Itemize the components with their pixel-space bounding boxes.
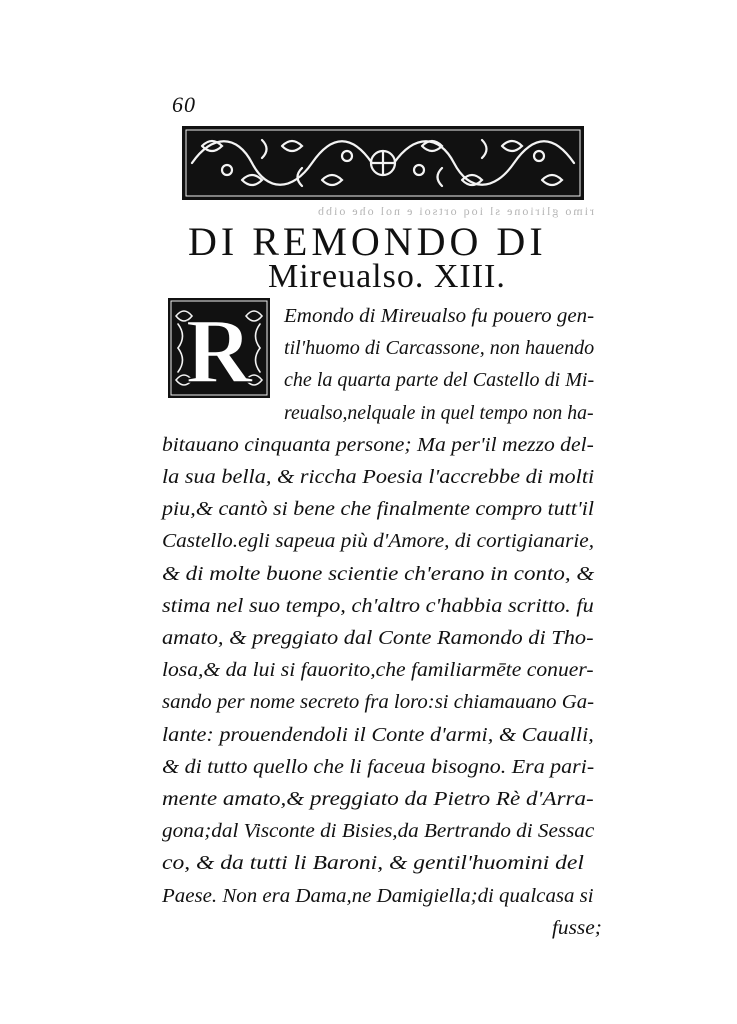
body-line: lante: prouendendoli il Conte d'armi, & Caualli, bbox=[162, 723, 594, 746]
body-line: che la quarta parte del Castello di Mi- bbox=[284, 369, 595, 392]
body-line: amato, & preggiato dal Conte Ramondo di Tho- bbox=[162, 627, 594, 649]
body-line: Castello.egli sapeua più d'Amore, di cortigianarie, bbox=[162, 530, 595, 553]
body-line: gona;dal Visconte di Bisies,da Bertrando di Sessac bbox=[162, 820, 595, 843]
body-line: piu,& cantò si bene che finalmente compro tutt'il bbox=[162, 498, 595, 521]
bleed-through-text: rimo glirione sl ioq ortsoi e nol ohe oibb bbox=[316, 204, 594, 218]
body-line: co, & da tutti li Baroni, & gentil'huomini del bbox=[162, 852, 584, 875]
chapter-heading-line2: Mireualso. XIII. bbox=[268, 258, 506, 295]
page-number: 60 bbox=[172, 92, 196, 117]
ornamental-headpiece bbox=[182, 126, 584, 200]
body-line: & di tutto quello che li faceua bisogno. Era pari- bbox=[162, 755, 595, 778]
body-line: mente amato,& preggiato da Pietro Rè d'Arra- bbox=[162, 788, 594, 810]
body-line: & di molte buone scientie ch'erano in conto, & bbox=[162, 562, 595, 585]
body-line: til'huomo di Carcassone, non hauendo bbox=[284, 337, 595, 360]
body-line: sando per nome secreto fra loro:si chiamauano Ga- bbox=[162, 691, 595, 714]
body-line: losa,& da lui si fauorito,che familiarmēte conuer- bbox=[162, 659, 594, 682]
body-line: fusse; bbox=[552, 916, 602, 939]
body-line: Paese. Non era Dama,ne Damigiella;di qualcasa si bbox=[162, 884, 594, 907]
decorated-initial bbox=[168, 298, 270, 398]
body-line: Emondo di Mireualso fu pouero gen- bbox=[284, 305, 595, 327]
body-line: reualso,nelquale in quel tempo non ha- bbox=[284, 401, 594, 424]
body-line: la sua bella, & riccha Poesia l'accrebbe di molti bbox=[162, 466, 595, 488]
body-line: bitauano cinquanta persone; Ma per'il mezzo del- bbox=[162, 433, 594, 456]
body-line: stima nel suo tempo, ch'altro c'habbia scritto. fu bbox=[162, 594, 594, 617]
decorated-initial-letter: R bbox=[185, 300, 253, 398]
chapter-heading-line1: DI REMONDO DI bbox=[188, 219, 547, 264]
